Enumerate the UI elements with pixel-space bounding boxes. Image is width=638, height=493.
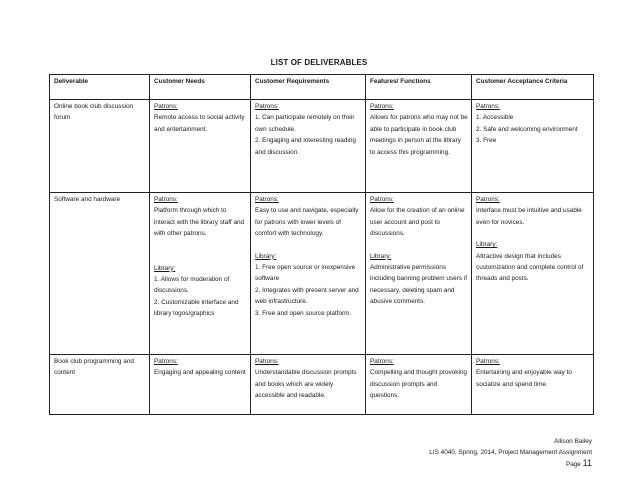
patrons-heading: Patrons: xyxy=(255,358,279,365)
criteria-cell xyxy=(472,193,594,355)
criteria-cell xyxy=(472,355,594,415)
header-customer-needs: Customer Needs xyxy=(150,75,251,100)
cell-text: Allows for patrons who may not be able to participate in book club meetings in person at the library to access this programming. xyxy=(370,114,468,156)
cell-text: Administrative permissions including banning problem users if necessary, deleting spam and abusive comments. xyxy=(370,264,467,306)
cell-text: Easy to use and navigate, especially for patrons with lower levels of comfort with technology. xyxy=(255,207,359,238)
patrons-heading: Patrons: xyxy=(255,196,279,203)
deliverable-name: Book club programming and content xyxy=(54,358,134,377)
patrons-heading: Patrons: xyxy=(154,196,178,203)
cell-text: 2. Integrates with present server and web infrastructure. xyxy=(255,286,359,306)
cell-text: Understandable discussion prompts and books which are widely accessible and readable. xyxy=(255,369,357,400)
header-features-functions: Features/ Functions xyxy=(366,75,472,100)
features-cell xyxy=(366,355,472,415)
library-heading: Library: xyxy=(154,264,176,272)
footer-author: Allison Bailey xyxy=(553,438,592,445)
page-number: 11 xyxy=(582,458,592,468)
cell-text: 3. Free xyxy=(476,137,497,145)
patrons-heading: Patrons: xyxy=(476,358,500,365)
patrons-heading: Patrons: xyxy=(476,103,500,110)
cell-text: 1. Allows for moderation of discussions. xyxy=(154,276,230,295)
library-heading: Library: xyxy=(370,252,392,260)
requirements-cell xyxy=(251,193,366,355)
needs-cell xyxy=(150,193,251,355)
table-header-row xyxy=(50,75,594,100)
cell-text: Compelling and thought provoking discussion prompts and questions. xyxy=(370,369,467,400)
deliverable-name: Online book club discussion forum xyxy=(54,103,134,122)
cell-text: 1. Free open source or inexpensive software xyxy=(255,264,356,283)
cell-text: Attractive design that includes customization and complete control of threads and posts. xyxy=(476,252,584,283)
requirements-cell xyxy=(251,100,366,193)
deliverable-cell xyxy=(50,193,150,355)
cell-text: Allow for the creation of an online user account and post to discussions. xyxy=(370,207,465,238)
header-deliverable: Deliverable xyxy=(50,75,150,100)
deliverable-cell xyxy=(50,355,150,415)
header-customer-requirements: Customer Requirements xyxy=(251,75,366,100)
patrons-heading: Patrons: xyxy=(154,358,178,365)
features-cell xyxy=(366,100,472,193)
patrons-heading: Patrons: xyxy=(370,196,394,203)
requirements-cell xyxy=(251,355,366,415)
patrons-heading: Patrons: xyxy=(154,103,178,110)
footer-page xyxy=(429,458,592,470)
table-row xyxy=(50,100,594,193)
cell-text: Platform through which to interact with the library staff and with other patrons. xyxy=(154,207,245,238)
needs-cell xyxy=(150,100,251,193)
page-footer xyxy=(429,436,592,470)
cell-text: Interface must be intuitive and usable even for novices. xyxy=(476,207,582,226)
cell-text: Entertaining and enjoyable way to socialize and spend time. xyxy=(476,369,572,388)
cell-text: 1. Accessible xyxy=(476,114,514,122)
cell-text: 2. Customizable interface and library logos/graphics xyxy=(154,298,239,318)
patrons-heading: Patrons: xyxy=(476,196,500,203)
patrons-heading: Patrons: xyxy=(370,358,394,365)
table-row xyxy=(50,193,594,355)
cell-text: 2. Engaging and interesting reading and discussion. xyxy=(255,137,356,156)
needs-cell xyxy=(150,355,251,415)
cell-text: 2. Safe and welcoming environment xyxy=(476,125,578,133)
footer-course: LIS 4040, Spring, 2014, Project Management Assignment xyxy=(429,449,592,456)
cell-text: Remote access to social activity and entertainment. xyxy=(154,114,245,133)
page-label: Page xyxy=(565,461,581,468)
criteria-cell xyxy=(472,100,594,193)
cell-text: 3. Free and open source platform. xyxy=(255,309,352,317)
patrons-heading: Patrons: xyxy=(255,103,279,110)
header-acceptance-criteria: Customer Acceptance Criteria xyxy=(472,75,594,100)
library-heading: Library: xyxy=(476,241,498,249)
cell-text: 1. Can participate remotely on their own schedule. xyxy=(255,114,355,133)
deliverables-table xyxy=(49,74,594,415)
cell-text: Engaging and appealing content xyxy=(154,369,246,377)
library-heading: Library: xyxy=(255,252,277,260)
deliverable-cell xyxy=(50,100,150,193)
deliverable-name: Software and hardware xyxy=(54,196,121,203)
patrons-heading: Patrons: xyxy=(370,103,394,110)
features-cell xyxy=(366,193,472,355)
document-title: LIST OF DELIVERABLES xyxy=(270,58,368,67)
table-row xyxy=(50,355,594,415)
